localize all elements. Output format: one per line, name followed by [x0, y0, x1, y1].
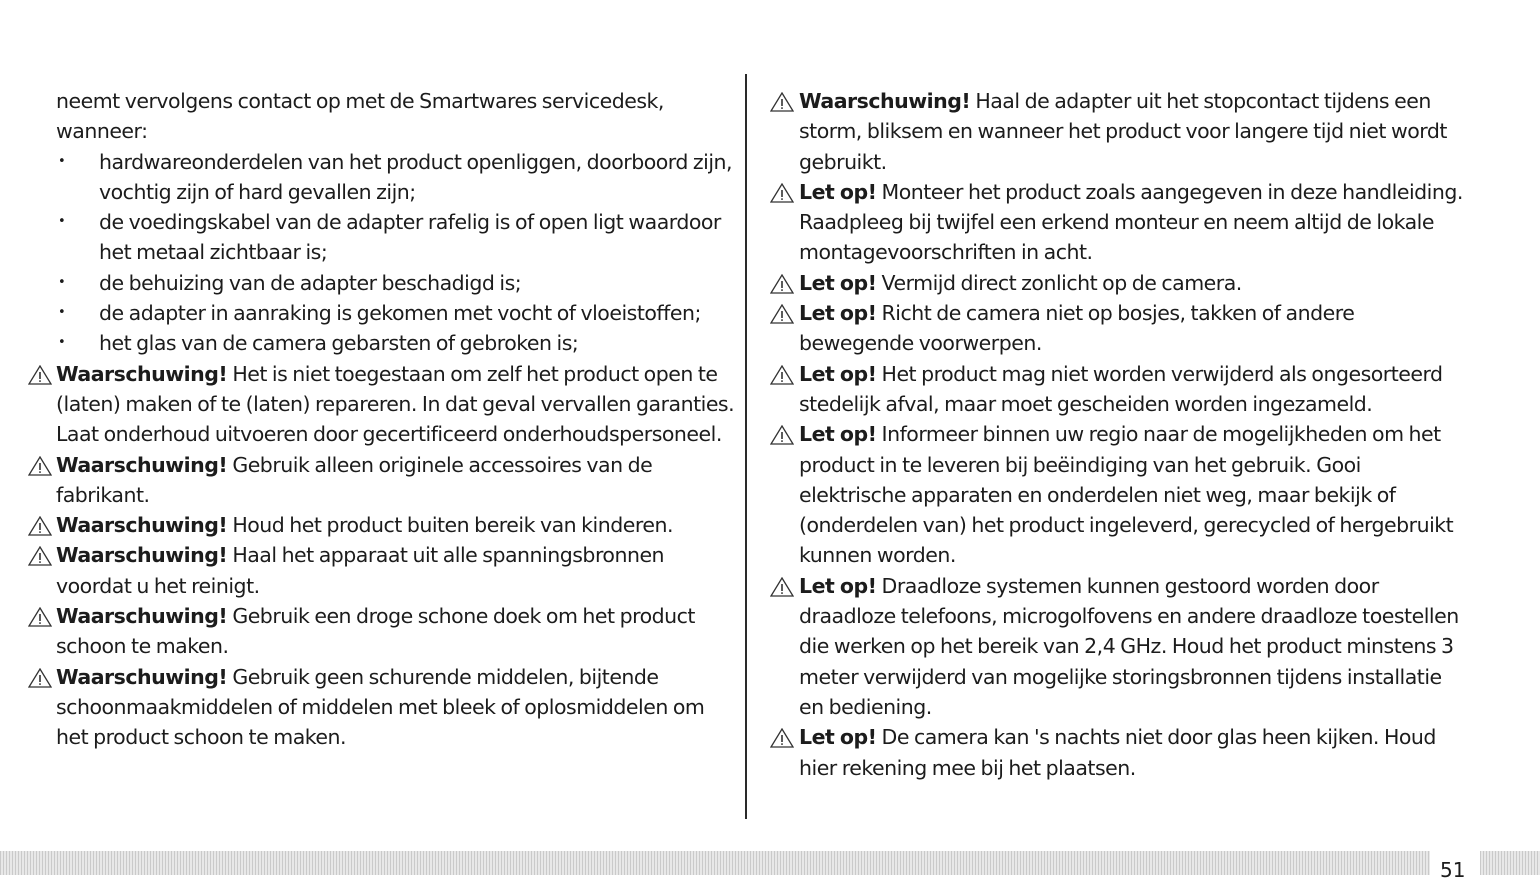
warning-label: Waarschuwing! — [56, 513, 228, 538]
list-item-text: de voedingskabel van de adapter rafelig is of open ligt waardoor het metaal zichtbaar is; — [99, 210, 721, 265]
left-column — [56, 86, 736, 753]
page-number: 51 — [1440, 858, 1466, 882]
warning-text: Gebruik een droge schone doek om het product schoon te maken. — [56, 604, 695, 659]
bullet-icon: • — [58, 274, 66, 290]
caution-label: Let op! — [799, 179, 877, 204]
caution-label: Let op! — [799, 361, 877, 386]
warning-triangle-icon — [28, 365, 52, 385]
warning-triangle-icon — [770, 365, 794, 385]
list-item — [56, 328, 736, 358]
bullet-list — [56, 147, 736, 359]
warning-note — [56, 359, 736, 450]
warning-text: Gebruik alleen originele accessoires van de fabrikant. — [56, 452, 653, 507]
warning-text: Houd het product buiten bereik van kinderen. — [227, 513, 673, 538]
warning-triangle-icon — [770, 274, 794, 294]
warning-label: Waarschuwing! — [56, 604, 228, 629]
list-item-text: het glas van de camera gebarsten of gebroken is; — [99, 331, 579, 356]
warning-triangle-icon — [770, 304, 794, 324]
warning-triangle-icon — [770, 425, 794, 445]
caution-label: Let op! — [799, 422, 877, 447]
caution-text: Draadloze systemen kunnen gestoord worden door draadloze telefoons, microgolfovens en andere draadloze toestellen die werken op het bereik van 2,4 GHz. Houd het product minstens 3 meter verwijderd van mogelijke storingsbronnen tijdens installatie en bediening. — [799, 573, 1459, 719]
caution-text: Het product mag niet worden verwijderd als ongesorteerd stedelijk afval, maar moet gescheiden worden ingezameld. — [799, 361, 1443, 416]
warning-label: Waarschuwing! — [56, 361, 228, 386]
warning-triangle-icon — [28, 456, 52, 476]
footer-band-right — [1480, 851, 1540, 875]
warning-label: Waarschuwing! — [56, 452, 228, 477]
right-column — [770, 86, 1470, 783]
list-item-text: de behuizing van de adapter beschadigd is; — [99, 270, 522, 295]
warning-label: Waarschuwing! — [799, 89, 971, 113]
list-item — [56, 207, 736, 268]
warning-triangle-icon — [770, 92, 794, 112]
list-item-text: de adapter in aanraking is gekomen met vocht of vloeistoffen; — [99, 301, 701, 326]
warning-triangle-icon — [770, 183, 794, 203]
list-item — [56, 298, 736, 328]
list-item — [56, 147, 736, 208]
bullet-icon: • — [58, 305, 66, 321]
warning-label: Waarschuwing! — [56, 543, 228, 568]
caution-note — [770, 571, 1470, 722]
warning-text: Haal het apparaat uit alle spanningsbronnen voordat u het reinigt. — [56, 543, 665, 598]
warning-text: Haal de adapter uit het stopcontact tijdens een storm, bliksem en wanneer het product voor langere tijd niet wordt gebruikt. — [799, 89, 1447, 174]
caution-note — [770, 722, 1470, 783]
caution-note — [770, 419, 1470, 570]
warning-triangle-icon — [28, 607, 52, 627]
warning-note — [56, 510, 736, 540]
caution-note — [770, 268, 1470, 298]
intro-text: neemt vervolgens contact op met de Smartwares servicedesk, wanneer: — [56, 89, 664, 144]
caution-text: Informeer binnen uw regio naar de mogelijkheden om het product in te leveren bij beëindiging van het gebruik. Gooi elektrische apparaten en onderdelen niet weg, maar bekijk of (onderdelen van) het product ingeleverd, gerecycled of hergebruikt kunnen worden. — [799, 422, 1454, 568]
bullet-icon: • — [58, 153, 66, 169]
caution-note — [770, 359, 1470, 420]
warning-triangle-icon — [770, 577, 794, 597]
footer-band — [0, 851, 1430, 875]
caution-label: Let op! — [799, 270, 877, 295]
caution-label: Let op! — [799, 725, 877, 750]
caution-label: Let op! — [799, 573, 877, 598]
caution-text: Richt de camera niet op bosjes, takken of andere bewegende voorwerpen. — [799, 301, 1355, 356]
warning-note — [56, 662, 736, 753]
bullet-icon: • — [58, 335, 66, 351]
caution-text: Vermijd direct zonlicht op de camera. — [876, 270, 1242, 295]
list-item — [56, 268, 736, 298]
warning-text: Gebruik geen schurende middelen, bijtende schoonmaakmiddelen of middelen met bleek of oplosmiddelen om het product schoon te maken. — [56, 664, 705, 750]
caution-text: De camera kan 's nachts niet door glas heen kijken. Houd hier rekening mee bij het plaatsen. — [799, 725, 1436, 780]
warning-note — [56, 450, 736, 511]
caution-note — [770, 298, 1470, 359]
warning-triangle-icon — [28, 668, 52, 688]
warning-triangle-icon — [770, 728, 794, 748]
warning-note — [56, 601, 736, 662]
warning-note — [56, 540, 736, 601]
column-divider — [745, 74, 747, 819]
warning-triangle-icon — [28, 546, 52, 566]
list-item-text: hardwareonderdelen van het product openliggen, doorboord zijn, vochtig zijn of hard gevallen zijn; — [99, 149, 733, 204]
caution-note — [770, 177, 1470, 268]
warning-label: Waarschuwing! — [56, 664, 228, 689]
warning-note — [770, 86, 1470, 177]
warning-text: Het is niet toegestaan om zelf het product open te (laten) maken of te (laten) repareren. In dat geval vervallen garanties. Laat onderhoud uitvoeren door gecertificeerd onderhoudspersoneel. — [56, 361, 735, 447]
bullet-icon: • — [58, 214, 66, 230]
caution-label: Let op! — [799, 301, 877, 326]
warning-triangle-icon — [28, 516, 52, 536]
caution-text: Monteer het product zoals aangegeven in deze handleiding. Raadpleeg bij twijfel een erkend monteur en neem altijd de lokale montagevoorschriften in acht. — [799, 179, 1463, 265]
